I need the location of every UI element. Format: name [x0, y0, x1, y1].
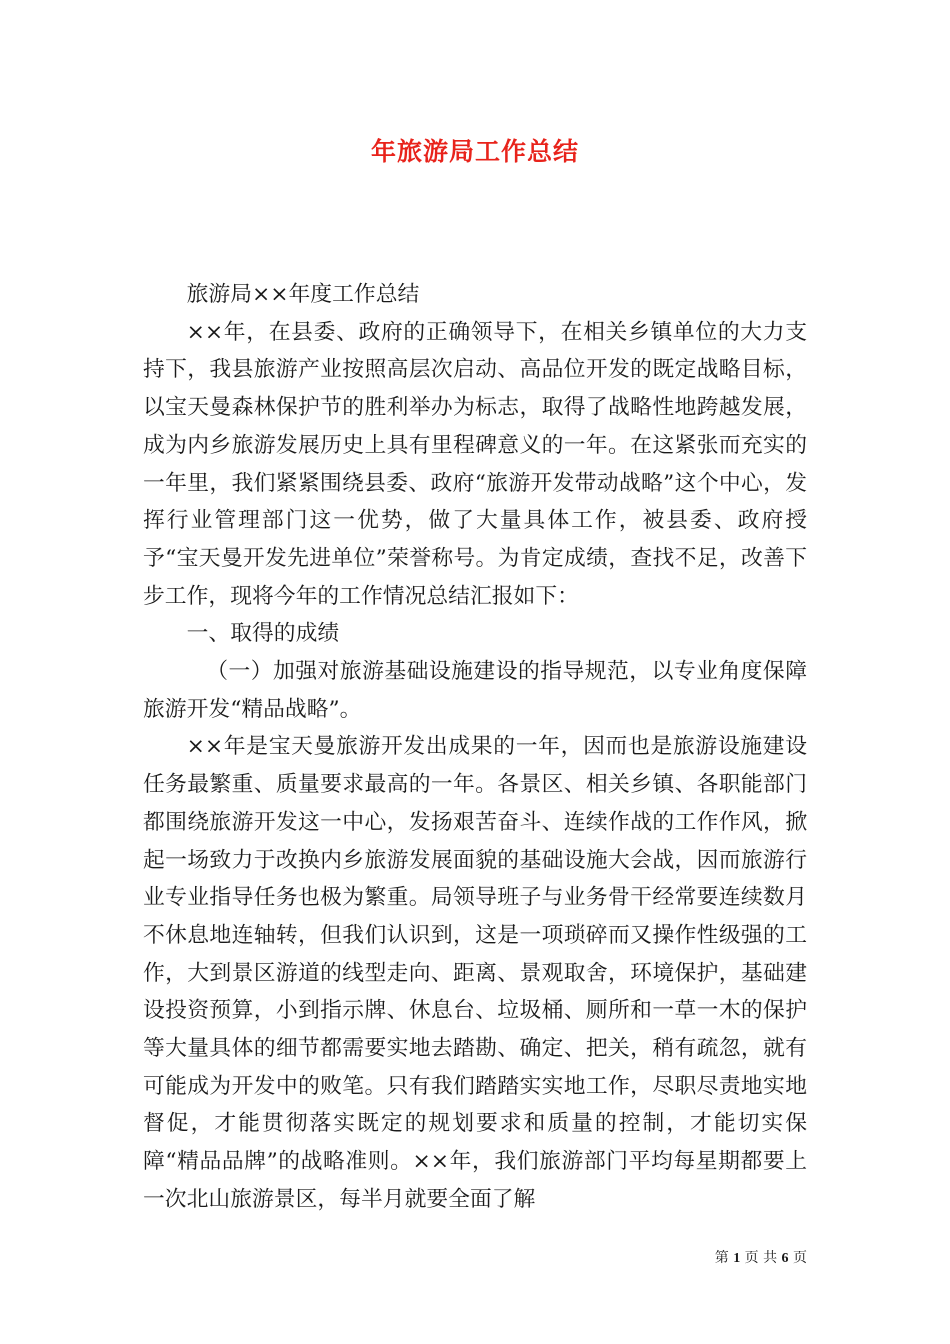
intro-paragraph: ××年，在县委、政府的正确领导下，在相关乡镇单位的大力支持下，我县旅游产业按照高层次启动、高品位开发的既定战略目标，以宝天曼森林保护节的胜利举办为标志，取得了战略性地跨越发展，成为内乡旅游发展历史上具有里程碑意义的一年。在这紧张而充实的一年里，我们紧紧围绕县委、政府“旅游开发带动战略”这个中心，发挥行业管理部门这一优势，做了大量具体工作，被县委、政府授予“宝天曼开发先进单位”荣誉称号。为肯定成绩，查找不足，改善下步工作，现将今年的工作情况总结汇报如下： [143, 319, 807, 609]
page-footer [715, 1247, 807, 1267]
footer-middle: 页 共 [744, 1250, 778, 1266]
footer-suffix: 页 [793, 1250, 807, 1266]
document-body [143, 276, 807, 1219]
footer-total-pages: 6 [781, 1251, 789, 1266]
subtitle-paragraph: 旅游局××年度工作总结 [186, 282, 420, 307]
body-paragraph: ××年是宝天曼旅游开发出成果的一年，因而也是旅游设施建设任务最繁重、质量要求最高的一年。各景区、相关乡镇、各职能部门都围绕旅游开发这一中心，发扬艰苦奋斗、连续作战的工作作风，掀起一场致力于改换内乡旅游发展面貌的基础设施大会战，因而旅游行业专业指导任务也极为繁重。局领导班子与业务骨干经常要连续数月不休息地连轴转，但我们认识到，这是一项琐碎而又操作性级强的工作，大到景区游道的线型走向、距离、景观取舍，环境保护，基础建设投资预算，小到指示牌、休息台、垃圾桶、厕所和一草一木的保护等大量具体的细节都需要实地去踏勘、确定、把关，稍有疏忽，就有可能成为开发中的败笔。只有我们踏踏实实地工作，尽职尽责地实地督促，才能贯彻落实既定的规划要求和质量的控制，才能切实保障“精品品牌”的战略准则。××年，我们旅游部门平均每星期都要上一次北山旅游景区，每半月就要全面了解 [143, 734, 807, 1212]
document-title: 年旅游局工作总结 [370, 137, 579, 166]
footer-prefix: 第 [714, 1250, 729, 1266]
section-heading: 一、取得的成绩 [186, 621, 340, 647]
subsection-heading: （一）加强对旅游基础设施建设的指导规范，以专业角度保障旅游开发“精品战略”。 [143, 659, 807, 722]
footer-page-number: 1 [733, 1251, 741, 1266]
